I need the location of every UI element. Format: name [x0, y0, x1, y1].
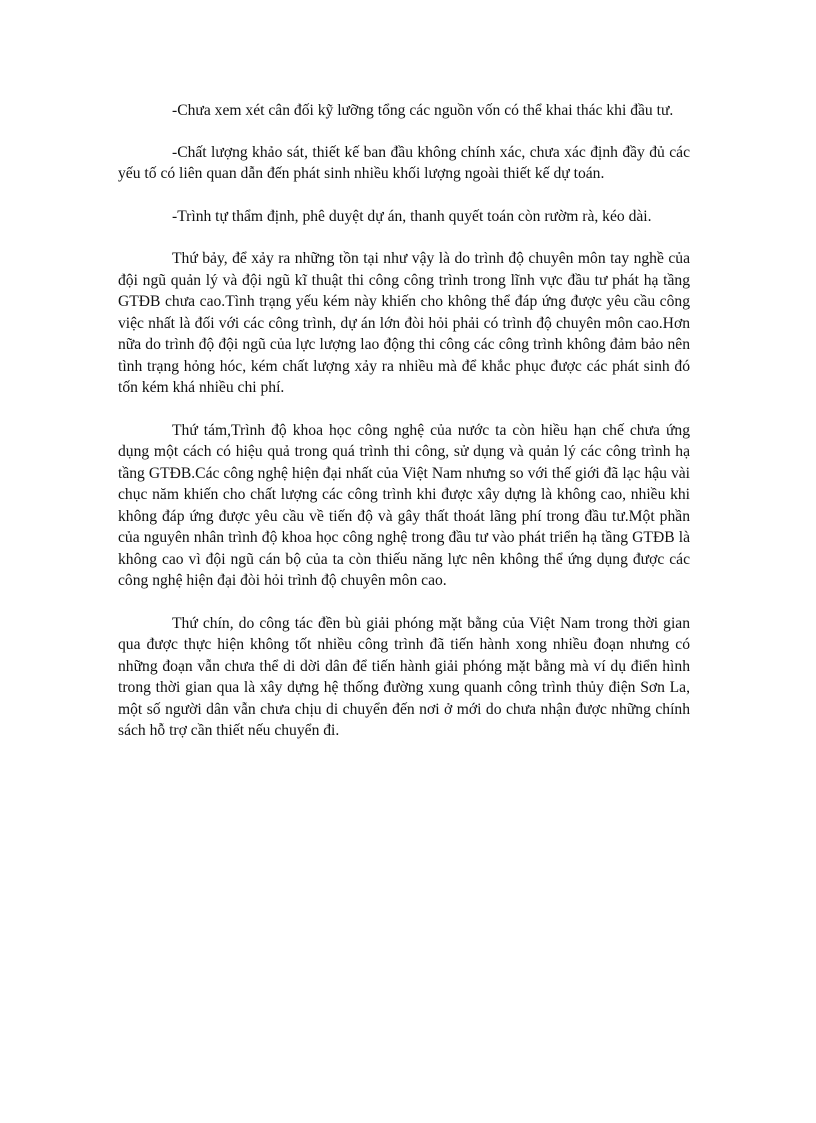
paragraph-seventh: Thứ bảy, để xảy ra những tồn tại như vậy là do trình độ chuyên môn tay nghề của đội ngũ quản lý và đội ngũ kĩ thuật thi công công trình trong lĩnh vực đầu tư phát hạ tầng GTĐB chưa cao.Tình trạng yếu kém này khiến cho không thể đáp ứng được yêu cầu công việc nhất là đối với các công trình, dự án lớn đòi hỏi phải có trình độ chuyên môn cao.Hơn nữa do trình độ đội ngũ của lực lượng lao động thi công các công trình không đảm bảo nên tình trạng hỏng hóc, kém chất lượng xảy ra nhiều mà để khắc phục được các phát sinh đó tốn kém khá nhiều chi phí. — [118, 250, 690, 396]
paragraph-funding: -Chưa xem xét cân đối kỹ lưỡng tổng các nguồn vốn có thể khai thác khi đầu tư. — [172, 102, 674, 119]
paragraph-ninth: Thứ chín, do công tác đền bù giải phóng mặt bằng của Việt Nam trong thời gian qua được thực hiện không tốt nhiều công trình đã tiến hành xong nhiều đoạn nhưng có những đoạn vẫn chưa thể di dời dân để tiến hành giải phóng mặt bằng mà ví dụ điển hình trong thời gian qua là xây dựng hệ thống đường xung quanh công trình thủy điện Sơn La, một số người dân vẫn chưa chịu di chuyển đến nơi ở mới do chưa nhận được những chính sách hỗ trợ cần thiết nếu chuyển đi. — [118, 614, 690, 739]
paragraph-eighth: Thứ tám,Trình độ khoa học công nghệ của nước ta còn hiều hạn chế chưa ứng dụng một cách có hiệu quả trong quá trình thi công, sử dụng và quản lý các công trình hạ tầng GTĐB.Các công nghệ hiện đại nhất của Việt Nam nhưng so với thế giới đã lạc hậu vài chục năm khiến cho chất lượng các công trình khi được xây dựng là không cao, nhiều khi không đáp ứng được yêu cầu về tiến độ và gây thất thoát lãng phí trong đầu tư.Một phần của nguyên nhân trình độ khoa học công nghệ trong đầu tư vào phát triển hạ tầng GTĐB là không cao vì đội ngũ cán bộ của ta còn thiếu năng lực nên không thể ứng dụng được các công nghệ hiện đại đòi hỏi trình độ chuyên môn cao. — [118, 421, 690, 589]
paragraph-survey-quality: -Chất lượng khảo sát, thiết kế ban đầu không chính xác, chưa xác định đầy đủ các yếu tố có liên quan dẫn đến phát sinh nhiều khối lượng ngoài thiết kế dự toán. — [118, 143, 690, 182]
document-page — [118, 100, 690, 763]
paragraph-approval-procedure: -Trình tự thẩm định, phê duyệt dự án, thanh quyết toán còn rườm rà, kéo dài. — [172, 207, 652, 225]
